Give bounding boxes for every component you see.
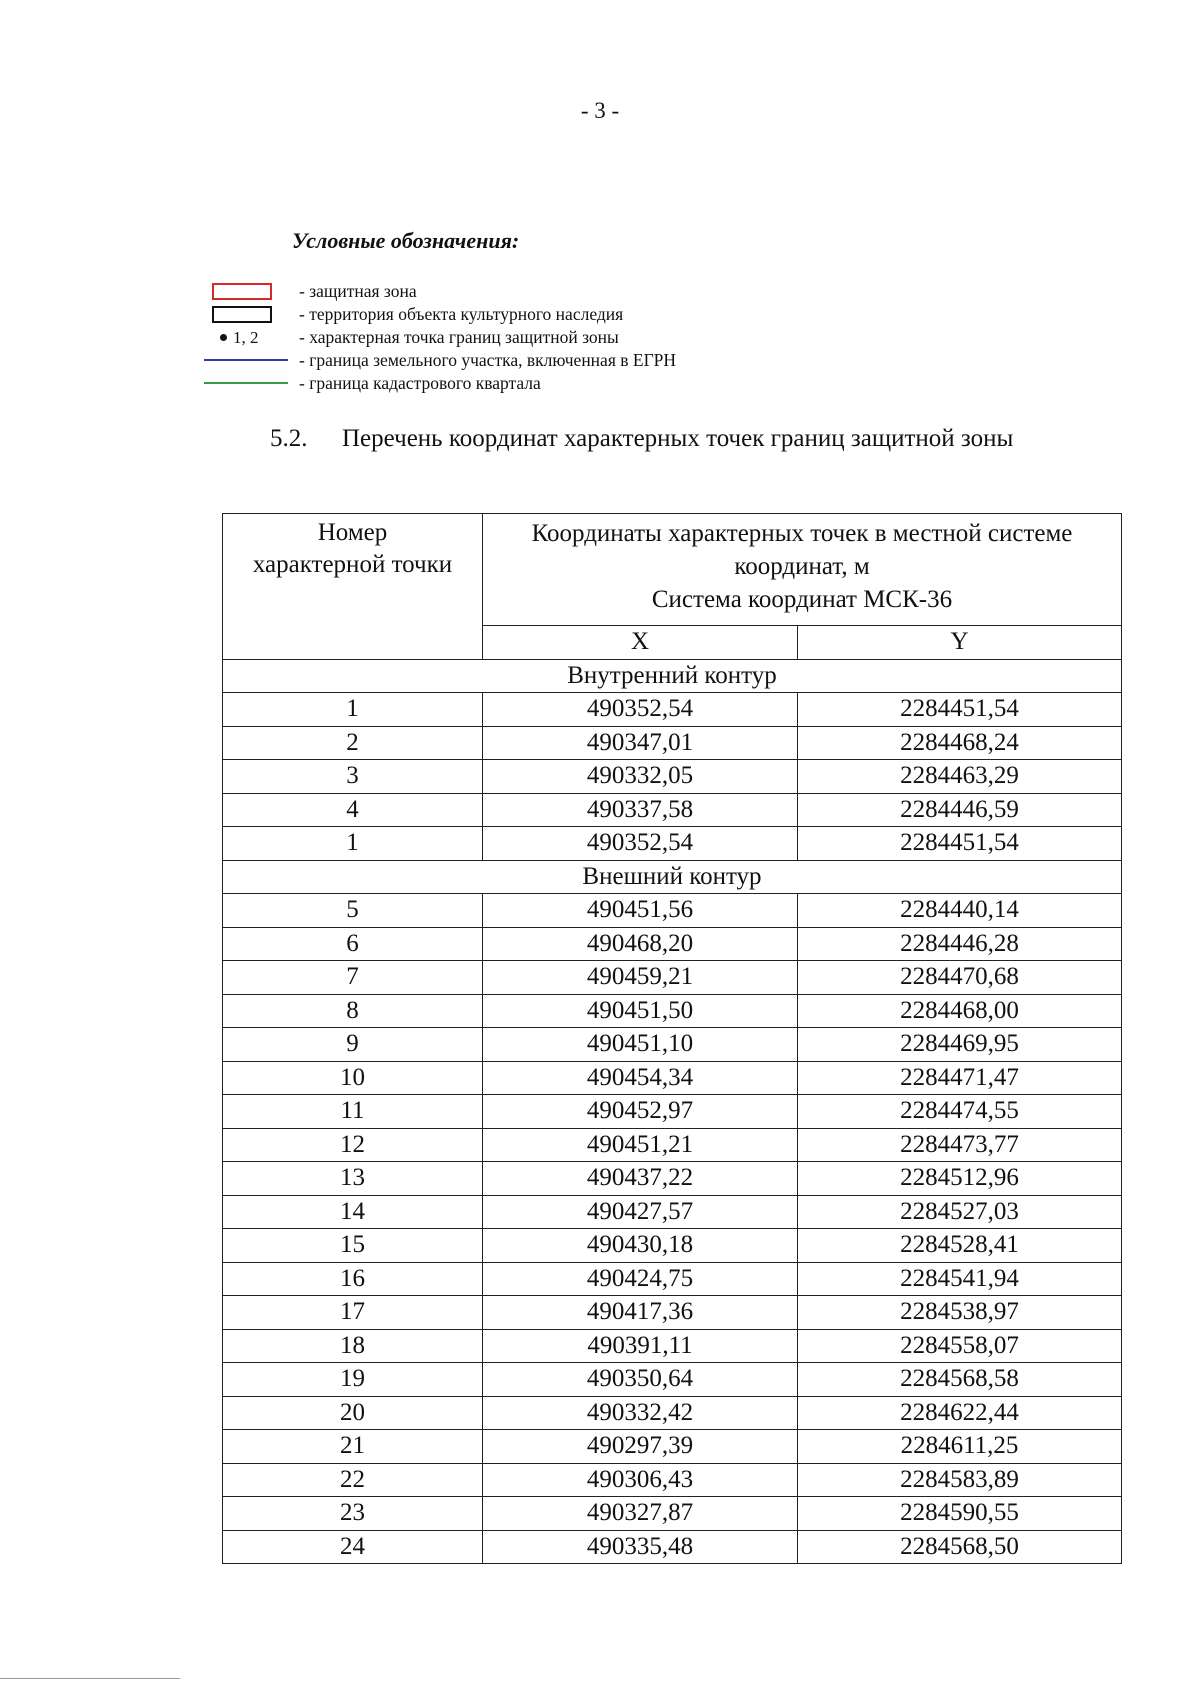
cell-x: 490451,21	[483, 1128, 798, 1162]
cell-x: 490451,10	[483, 1028, 798, 1062]
cell-x: 490332,05	[483, 760, 798, 794]
cell-x: 490451,50	[483, 994, 798, 1028]
cell-y: 2284583,89	[798, 1463, 1122, 1497]
table-row	[223, 1128, 1122, 1162]
cell-x: 490454,34	[483, 1061, 798, 1095]
table-row	[223, 1229, 1122, 1263]
header-x: X	[483, 626, 798, 660]
cell-point-number: 19	[223, 1363, 483, 1397]
cell-x: 490459,21	[483, 961, 798, 995]
cell-y: 2284527,03	[798, 1195, 1122, 1229]
cell-y: 2284446,59	[798, 793, 1122, 827]
black-rectangle-icon	[204, 303, 292, 326]
header-y: Y	[798, 626, 1122, 660]
table-row	[223, 760, 1122, 794]
cell-point-number: 12	[223, 1128, 483, 1162]
header-coordinates: Координаты характерных точек в местной системе координат, м Система координат МСК-36	[483, 514, 1122, 626]
cell-x: 490327,87	[483, 1497, 798, 1531]
cell-point-number: 2	[223, 726, 483, 760]
table-group-row	[223, 659, 1122, 693]
cell-x: 490424,75	[483, 1262, 798, 1296]
table-row	[223, 827, 1122, 861]
cell-x: 490337,58	[483, 793, 798, 827]
cell-point-number: 17	[223, 1296, 483, 1330]
cell-point-number: 6	[223, 927, 483, 961]
cell-y: 2284558,07	[798, 1329, 1122, 1363]
table-row	[223, 1463, 1122, 1497]
table-row	[223, 1530, 1122, 1564]
cell-point-number: 4	[223, 793, 483, 827]
legend-item-heritage-territory	[204, 303, 904, 326]
table-row	[223, 1262, 1122, 1296]
table-row	[223, 1028, 1122, 1062]
table-row	[223, 1396, 1122, 1430]
cell-y: 2284512,96	[798, 1162, 1122, 1196]
cell-point-number: 7	[223, 961, 483, 995]
green-line-icon	[204, 372, 292, 395]
cell-x: 490335,48	[483, 1530, 798, 1564]
cell-point-number: 1	[223, 827, 483, 861]
table-row	[223, 1363, 1122, 1397]
page-number: - 3 -	[580, 98, 620, 123]
legend-item-label: - граница земельного участка, включенная в ЕГРН	[299, 350, 677, 370]
cell-point-number: 8	[223, 994, 483, 1028]
table-row	[223, 994, 1122, 1028]
legend-item-label: - защитная зона	[299, 281, 417, 301]
cell-x: 490391,11	[483, 1329, 798, 1363]
legend-item-land-plot-boundary	[204, 349, 904, 372]
table-row	[223, 726, 1122, 760]
point-symbol-label: 1, 2	[233, 328, 259, 347]
cell-point-number: 15	[223, 1229, 483, 1263]
cell-x: 490437,22	[483, 1162, 798, 1196]
cell-point-number: 1	[223, 693, 483, 727]
cell-y: 2284471,47	[798, 1061, 1122, 1095]
cell-point-number: 13	[223, 1162, 483, 1196]
legend-item-label: - граница кадастрового квартала	[299, 373, 541, 393]
cell-y: 2284474,55	[798, 1095, 1122, 1129]
legend-item-characteristic-point	[204, 326, 904, 349]
cell-x: 490332,42	[483, 1396, 798, 1430]
header-point-number: Номер характерной точки	[223, 514, 483, 660]
scan-edge-line	[0, 1678, 180, 1679]
cell-y: 2284611,25	[798, 1430, 1122, 1464]
cell-point-number: 23	[223, 1497, 483, 1531]
cell-x: 490297,39	[483, 1430, 798, 1464]
table-row	[223, 894, 1122, 928]
coordinates-table	[222, 513, 1122, 1564]
legend-item-label: - территория объекта культурного наследия	[299, 304, 624, 324]
cell-x: 490427,57	[483, 1195, 798, 1229]
cell-y: 2284440,14	[798, 894, 1122, 928]
section-number: 5.2.	[270, 425, 308, 452]
cell-y: 2284473,77	[798, 1128, 1122, 1162]
legend-item-label: - характерная точка границ защитной зоны	[299, 327, 619, 347]
point-icon	[204, 326, 292, 349]
table-row	[223, 1195, 1122, 1229]
table-row	[223, 1095, 1122, 1129]
cell-point-number: 20	[223, 1396, 483, 1430]
blue-line-icon	[204, 349, 292, 372]
cell-y: 2284568,58	[798, 1363, 1122, 1397]
cell-point-number: 21	[223, 1430, 483, 1464]
table-row	[223, 793, 1122, 827]
red-rectangle-icon	[204, 280, 292, 303]
cell-y: 2284469,95	[798, 1028, 1122, 1062]
cell-y: 2284528,41	[798, 1229, 1122, 1263]
cell-y: 2284463,29	[798, 760, 1122, 794]
table-row	[223, 961, 1122, 995]
table-row	[223, 1497, 1122, 1531]
legend-item-protective-zone	[204, 280, 904, 303]
legend-title: Условные обозначения:	[292, 228, 520, 253]
cell-x: 490350,64	[483, 1363, 798, 1397]
cell-x: 490451,56	[483, 894, 798, 928]
table-header-row	[223, 514, 1122, 626]
cell-x: 490452,97	[483, 1095, 798, 1129]
cell-y: 2284446,28	[798, 927, 1122, 961]
cell-x: 490347,01	[483, 726, 798, 760]
cell-point-number: 5	[223, 894, 483, 928]
cell-point-number: 3	[223, 760, 483, 794]
cell-y: 2284468,24	[798, 726, 1122, 760]
cell-x: 490430,18	[483, 1229, 798, 1263]
cell-x: 490468,20	[483, 927, 798, 961]
cell-point-number: 11	[223, 1095, 483, 1129]
cell-y: 2284622,44	[798, 1396, 1122, 1430]
section-heading	[270, 425, 1013, 453]
cell-point-number: 9	[223, 1028, 483, 1062]
table-row	[223, 1296, 1122, 1330]
table-row	[223, 693, 1122, 727]
cell-point-number: 16	[223, 1262, 483, 1296]
table-group-row	[223, 860, 1122, 894]
cell-y: 2284470,68	[798, 961, 1122, 995]
group-title: Внешний контур	[223, 860, 1122, 894]
group-title: Внутренний контур	[223, 659, 1122, 693]
cell-point-number: 22	[223, 1463, 483, 1497]
cell-point-number: 24	[223, 1530, 483, 1564]
cell-y: 2284568,50	[798, 1530, 1122, 1564]
cell-x: 490306,43	[483, 1463, 798, 1497]
cell-y: 2284451,54	[798, 827, 1122, 861]
cell-x: 490417,36	[483, 1296, 798, 1330]
cell-point-number: 14	[223, 1195, 483, 1229]
cell-y: 2284468,00	[798, 994, 1122, 1028]
table-row	[223, 1329, 1122, 1363]
cell-point-number: 10	[223, 1061, 483, 1095]
table-row	[223, 927, 1122, 961]
cell-x: 490352,54	[483, 827, 798, 861]
table-row	[223, 1061, 1122, 1095]
table-row	[223, 1430, 1122, 1464]
cell-y: 2284538,97	[798, 1296, 1122, 1330]
cell-y: 2284451,54	[798, 693, 1122, 727]
legend	[204, 280, 904, 395]
legend-item-cadastral-boundary	[204, 372, 904, 395]
cell-point-number: 18	[223, 1329, 483, 1363]
cell-y: 2284590,55	[798, 1497, 1122, 1531]
table-row	[223, 1162, 1122, 1196]
section-title: Перечень координат характерных точек границ защитной зоны	[342, 425, 1014, 452]
cell-y: 2284541,94	[798, 1262, 1122, 1296]
cell-x: 490352,54	[483, 693, 798, 727]
